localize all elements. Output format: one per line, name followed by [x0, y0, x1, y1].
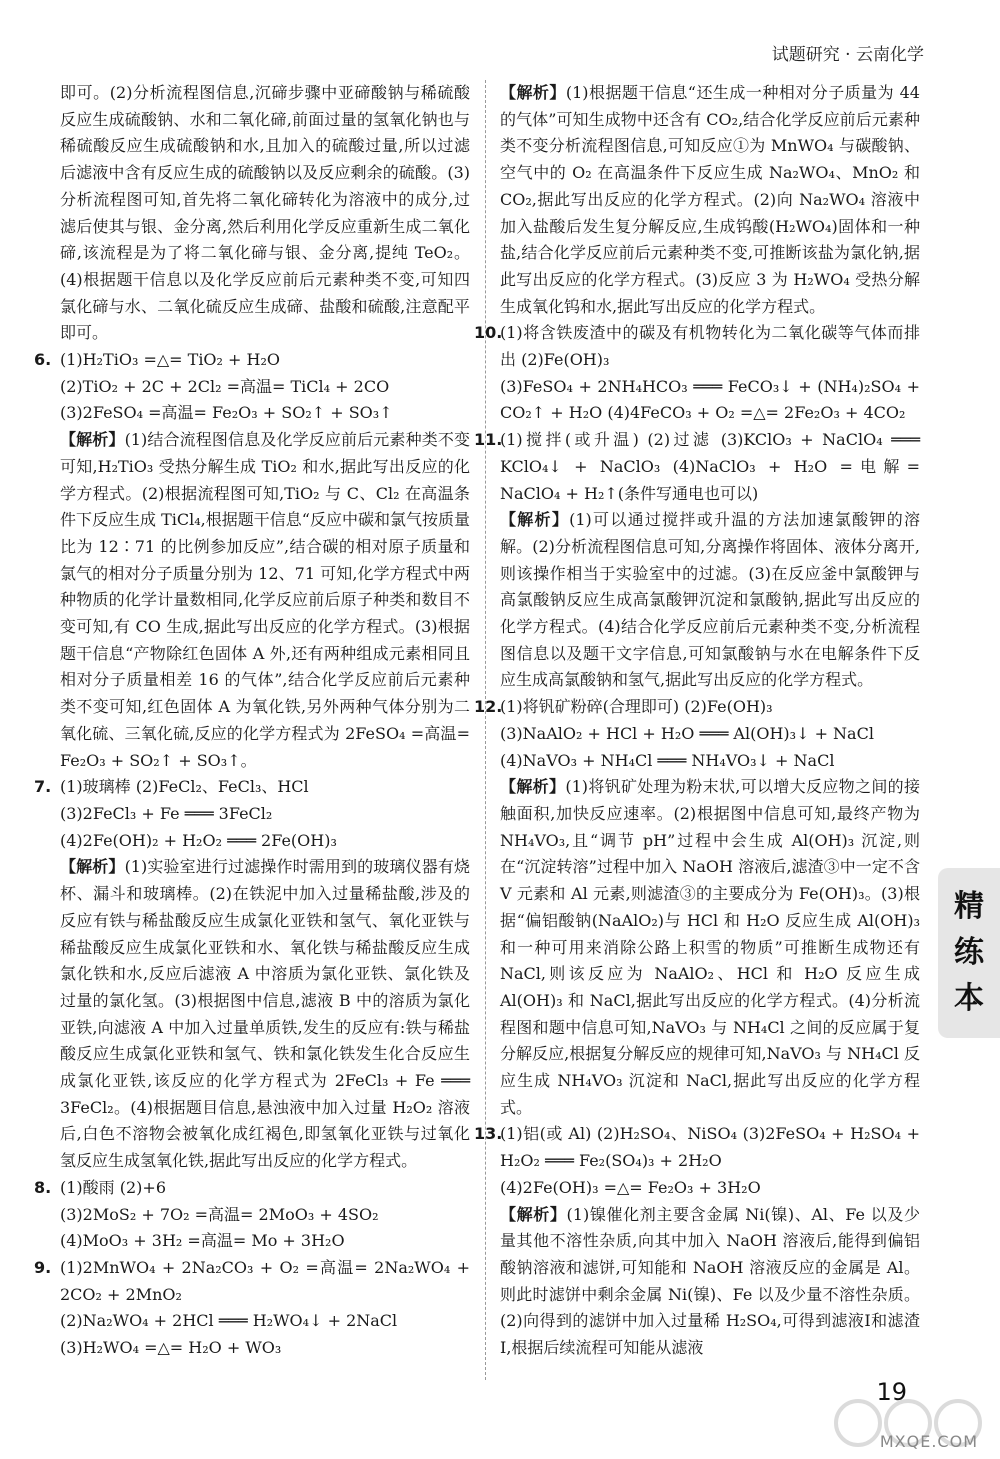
side-tab-char: 本	[954, 981, 984, 1016]
analysis-text: 即可。(2)分析流程图信息,沉碲步骤中亚碲酸钠与稀硫酸反应生成硫酸钠、水和二氧化碲,前面过量的氢氧化钠也与稀硫酸反应生成硫酸钠和水,且加入的硫酸过量,所以过滤后滤液中含有反应生成的硫酸钠以及反应剩余的硫酸。(3)分析流程图可知,首先将二氧化碲转化为溶液中的成分,过滤后使其与银、金分离,然后利用化学反应重新生成二氧化碲,该流程是为了将二氧化碲与银、金分离,提纯 TeO₂。(4)根据题干信息以及化学反应前后元素种类不变,可知四氯化碲与水、二氧化硫反应生成碲、盐酸和硫酸,注意配平即可。	[60, 83, 470, 343]
left-column	[34, 80, 470, 1362]
question-number: 10.	[474, 323, 503, 343]
page-number: 19	[876, 1378, 907, 1406]
answer-text: (1)铝(或 Al) (2)H₂SO₄、NiSO₄ (3)2FeSO₄ + H₂SO₄ + H₂O₂ ═══ Fe₂(SO₄)₃ + 2H₂O	[500, 1124, 920, 1171]
analysis-paragraph	[60, 854, 470, 1174]
right-column	[474, 80, 920, 1362]
answer-text: (1)玻璃棒 (2)FeCl₂、FeCl₃、HCl	[60, 777, 309, 797]
question-answer	[474, 694, 920, 721]
analysis-tag: 【解析】	[500, 83, 566, 102]
answer-text: (1)2MnWO₄ + 2Na₂CO₃ + O₂ =高温= 2Na₂WO₄ + 2CO₂ + 2MnO₂	[60, 1257, 470, 1304]
answer-line: (3)2MoS₂ + 7O₂ =高温= 2MoO₃ + 4SO₂	[60, 1204, 379, 1224]
answer-line: (4)NaVO₃ + NH₄Cl ═══ NH₄VO₃↓ + NaCl	[500, 750, 835, 770]
question-answer	[34, 1175, 470, 1202]
question-number: 7.	[34, 777, 52, 797]
answer-text: (1)H₂TiO₃ =△= TiO₂ + H₂O	[60, 350, 281, 370]
question-number: 6.	[34, 350, 52, 370]
answer-line: (2)TiO₂ + 2C + 2Cl₂ =高温= TiCl₄ + 2CO	[60, 376, 390, 396]
answer-line: (4)2Fe(OH)₃ =△= Fe₂O₃ + 3H₂O	[500, 1177, 761, 1197]
side-tab-char: 练	[954, 935, 984, 970]
analysis-text: (1)将钒矿处理为粉末状,可以增大反应物之间的接触面积,加快反应速率。(2)根据图中信息可知,最终产物为 NH₄VO₃,且“调节 pH”过程中会生成 Al(OH)₃ 沉淀,则在“沉淀转溶”过程中加入 NaOH 溶液后,滤渣③中一定不含 V 元素和 Al 元素,则滤渣③的主要成分为 Fe(OH)₃。(3)根据“偏铝酸钠(NaAlO₂)与 HCl 和 H₂O 反应生成 Al(OH)₃ 和一种可用来消除公路上积雪的物质”可推断生成物还有 NaCl,则该反应为 NaAlO₂、HCl 和 H₂O 反应生成 Al(OH)₃ 和 NaCl,据此写出反应的化学方程式。(4)分析流程图和题中信息可知,NaVO₃ 与 NH₄Cl 之间的反应属于复分解反应,根据复分解反应的规律可知,NaVO₃ 与 NH₄Cl 反应生成 NH₄VO₃ 沉淀和 NaCl,据此写出反应的化学方程式。	[500, 777, 920, 1117]
answer-line: (3)FeSO₄ + 2NH₄HCO₃ ═══ FeCO₃↓ + (NH₄)₂SO₄ + CO₂↑ + H₂O (4)4FeCO₃ + O₂ =△= 2Fe₂O₃ + 4CO₂	[500, 376, 920, 423]
analysis-text: (1)镍催化剂主要含金属 Ni(镍)、Al、Fe 以及少量其他不溶性杂质,向其中加入 NaOH 溶液后,能得到偏铝酸钠溶液和滤饼,可知能和 NaOH 溶液反应的金属是 Al。则此时滤饼中剩余金属 Ni(镍)、Fe 以及少量不溶性杂质。(2)向得到的滤饼中加入过量稀 H₂SO₄,可得到滤液Ⅰ和滤渣Ⅰ,根据后续流程可知能从滤液	[500, 1204, 920, 1358]
question-answer	[34, 774, 470, 801]
question-answer	[474, 427, 920, 507]
answer-text: (1)将钒矿粉碎(合理即可) (2)Fe(OH)₃	[500, 697, 773, 717]
answer-text: (1)搅拌(或升温) (2)过滤 (3)KClO₃ + NaClO₄ ═══ KClO₄↓ + NaClO₃ (4)NaClO₃ + H₂O =电解= NaClO₄ + H₂↑(条件写通电也可以)	[500, 430, 920, 503]
column-divider	[485, 80, 486, 1380]
side-tab	[938, 868, 1000, 1038]
analysis-paragraph	[500, 80, 920, 320]
analysis-tag: 【解析】	[60, 857, 125, 877]
answer-line: (3)H₂WO₄ =△= H₂O + WO₃	[60, 1338, 282, 1358]
answer-line: (3)2FeSO₄ =高温= Fe₂O₃ + SO₂↑ + SO₃↑	[60, 403, 393, 423]
analysis-text: (1)结合流程图信息及化学反应前后元素种类不变可知,H₂TiO₃ 受热分解生成 TiO₂ 和水,据此写出反应的化学方程式。(2)根据流程图可知,TiO₂ 与 C、Cl₂ 在高温条件下反应生成 TiCl₄,根据题干信息“反应中碳和氯气按质量比为 12∶71 的比例参加反应”,结合碳的相对原子质量和氯气的相对分子质量分别为 12、71 可知,化学方程式中两种物质的化学计量数相同,化学反应前后原子种类和数目不变可知,有 CO 生成,据此写出反应的化学方程式。(3)根据题干信息“产物除红色固体 A 外,还有两种组成元素相同且相对分子质量相差 16 的气体”,结合化学反应前后元素种类不变可知,红色固体 A 为氧化铁,另外两种气体分别为二氧化硫、三氧化硫,反应的化学方程式为 2FeSO₄ =高温= Fe₂O₃ + SO₂↑ + SO₃↑。	[60, 430, 470, 770]
watermark-text: MXQE.COM	[879, 1432, 978, 1451]
question-number: 11.	[474, 430, 503, 450]
analysis-tag: 【解析】	[500, 777, 566, 797]
analysis-paragraph	[500, 774, 920, 1121]
page-header: 试题研究 · 云南化学	[771, 45, 924, 65]
analysis-paragraph	[500, 1202, 920, 1362]
analysis-tag: 【解析】	[500, 1204, 567, 1224]
answer-line: (3)NaAlO₂ + HCl + H₂O ═══ Al(OH)₃↓ + NaCl	[500, 723, 874, 743]
answer-text: (1)酸雨 (2)+6	[60, 1177, 167, 1197]
analysis-paragraph	[500, 507, 920, 694]
analysis-paragraph	[60, 427, 470, 774]
analysis-tag: 【解析】	[500, 510, 570, 530]
question-answer	[34, 1255, 470, 1308]
answer-line: (4)2Fe(OH)₂ + H₂O₂ ═══ 2Fe(OH)₃	[60, 830, 337, 850]
question-number: 13.	[474, 1124, 503, 1144]
analysis-text: (1)根据题干信息“还生成一种相对分子质量为 44 的气体”可知生成物中还含有 CO₂,结合化学反应前后元素种类不变分析流程图信息,可知反应①为 MnWO₄ 与碳酸钠、空气中的 O₂ 在高温条件下反应生成 Na₂WO₄、MnO₂ 和 CO₂,据此写出反应的化学方程式。(2)向 Na₂WO₄ 溶液中加入盐酸后发生复分解反应,生成钨酸(H₂WO₄)固体和一种盐,结合化学反应前后元素种类不变,可推断该盐为氯化钠,据此写出反应的化学方程式。(3)反应 3 为 H₂WO₄ 受热分解生成氧化钨和水,据此写出反应的化学方程式。	[500, 83, 920, 316]
question-number: 12.	[474, 697, 503, 717]
answer-text: (1)将含铁废渣中的碳及有机物转化为二氧化碳等气体而排出 (2)Fe(OH)₃	[500, 323, 920, 370]
analysis-tag: 【解析】	[60, 430, 125, 450]
answer-line: (4)MoO₃ + 3H₂ =高温= Mo + 3H₂O	[60, 1231, 345, 1251]
answer-line: (2)Na₂WO₄ + 2HCl ═══ H₂WO₄↓ + 2NaCl	[60, 1311, 398, 1331]
side-tab-char: 精	[954, 889, 984, 924]
analysis-text: (1)可以通过搅拌或升温的方法加速氯酸钾的溶解。(2)分析流程图信息可知,分离操作将固体、液体分离开,则该操作相当于实验室中的过滤。(3)在反应釜中氯酸钾与高氯酸钠反应生成高氯酸钾沉淀和氯酸钠,据此写出反应的化学方程式。(4)结合化学反应前后元素种类不变,分析流程图信息以及题干文字信息,可知氯酸钠与水在电解条件下反应生成高氯酸钠和氢气,据此写出反应的化学方程式。	[500, 510, 920, 690]
answer-line: (3)2FeCl₃ + Fe ═══ 3FeCl₂	[60, 803, 273, 823]
analysis-text: (1)实验室进行过滤操作时需用到的玻璃仪器有烧杯、漏斗和玻璃棒。(2)在铁泥中加入过量稀盐酸,涉及的反应有铁与稀盐酸反应生成氯化亚铁和氢气、氧化亚铁与稀盐酸反应生成氯化亚铁和水、氧化铁与稀盐酸反应生成氯化铁和水,反应后滤液 A 中溶质为氯化亚铁、氯化铁及过量的氯化氢。(3)根据图中信息,滤液 B 中的溶质为氯化亚铁,向滤液 A 中加入过量单质铁,发生的反应有:铁与稀盐酸反应生成氯化亚铁和氢气、铁和氯化铁发生化合反应生成氯化亚铁,该反应的化学方程式为 2FeCl₃ + Fe ═══ 3FeCl₂。(4)根据题目信息,悬浊液中加入过量 H₂O₂ 溶液后,白色不溶物会被氧化成红褐色,即氢氧化亚铁与过氧化氢反应生成氢氧化铁,据此写出反应的化学方程式。	[60, 857, 470, 1171]
question-number: 8.	[34, 1177, 52, 1197]
analysis-paragraph	[60, 80, 470, 347]
question-number: 9.	[34, 1257, 52, 1277]
question-answer	[474, 1121, 920, 1174]
question-answer	[474, 320, 920, 373]
question-answer	[34, 347, 470, 374]
